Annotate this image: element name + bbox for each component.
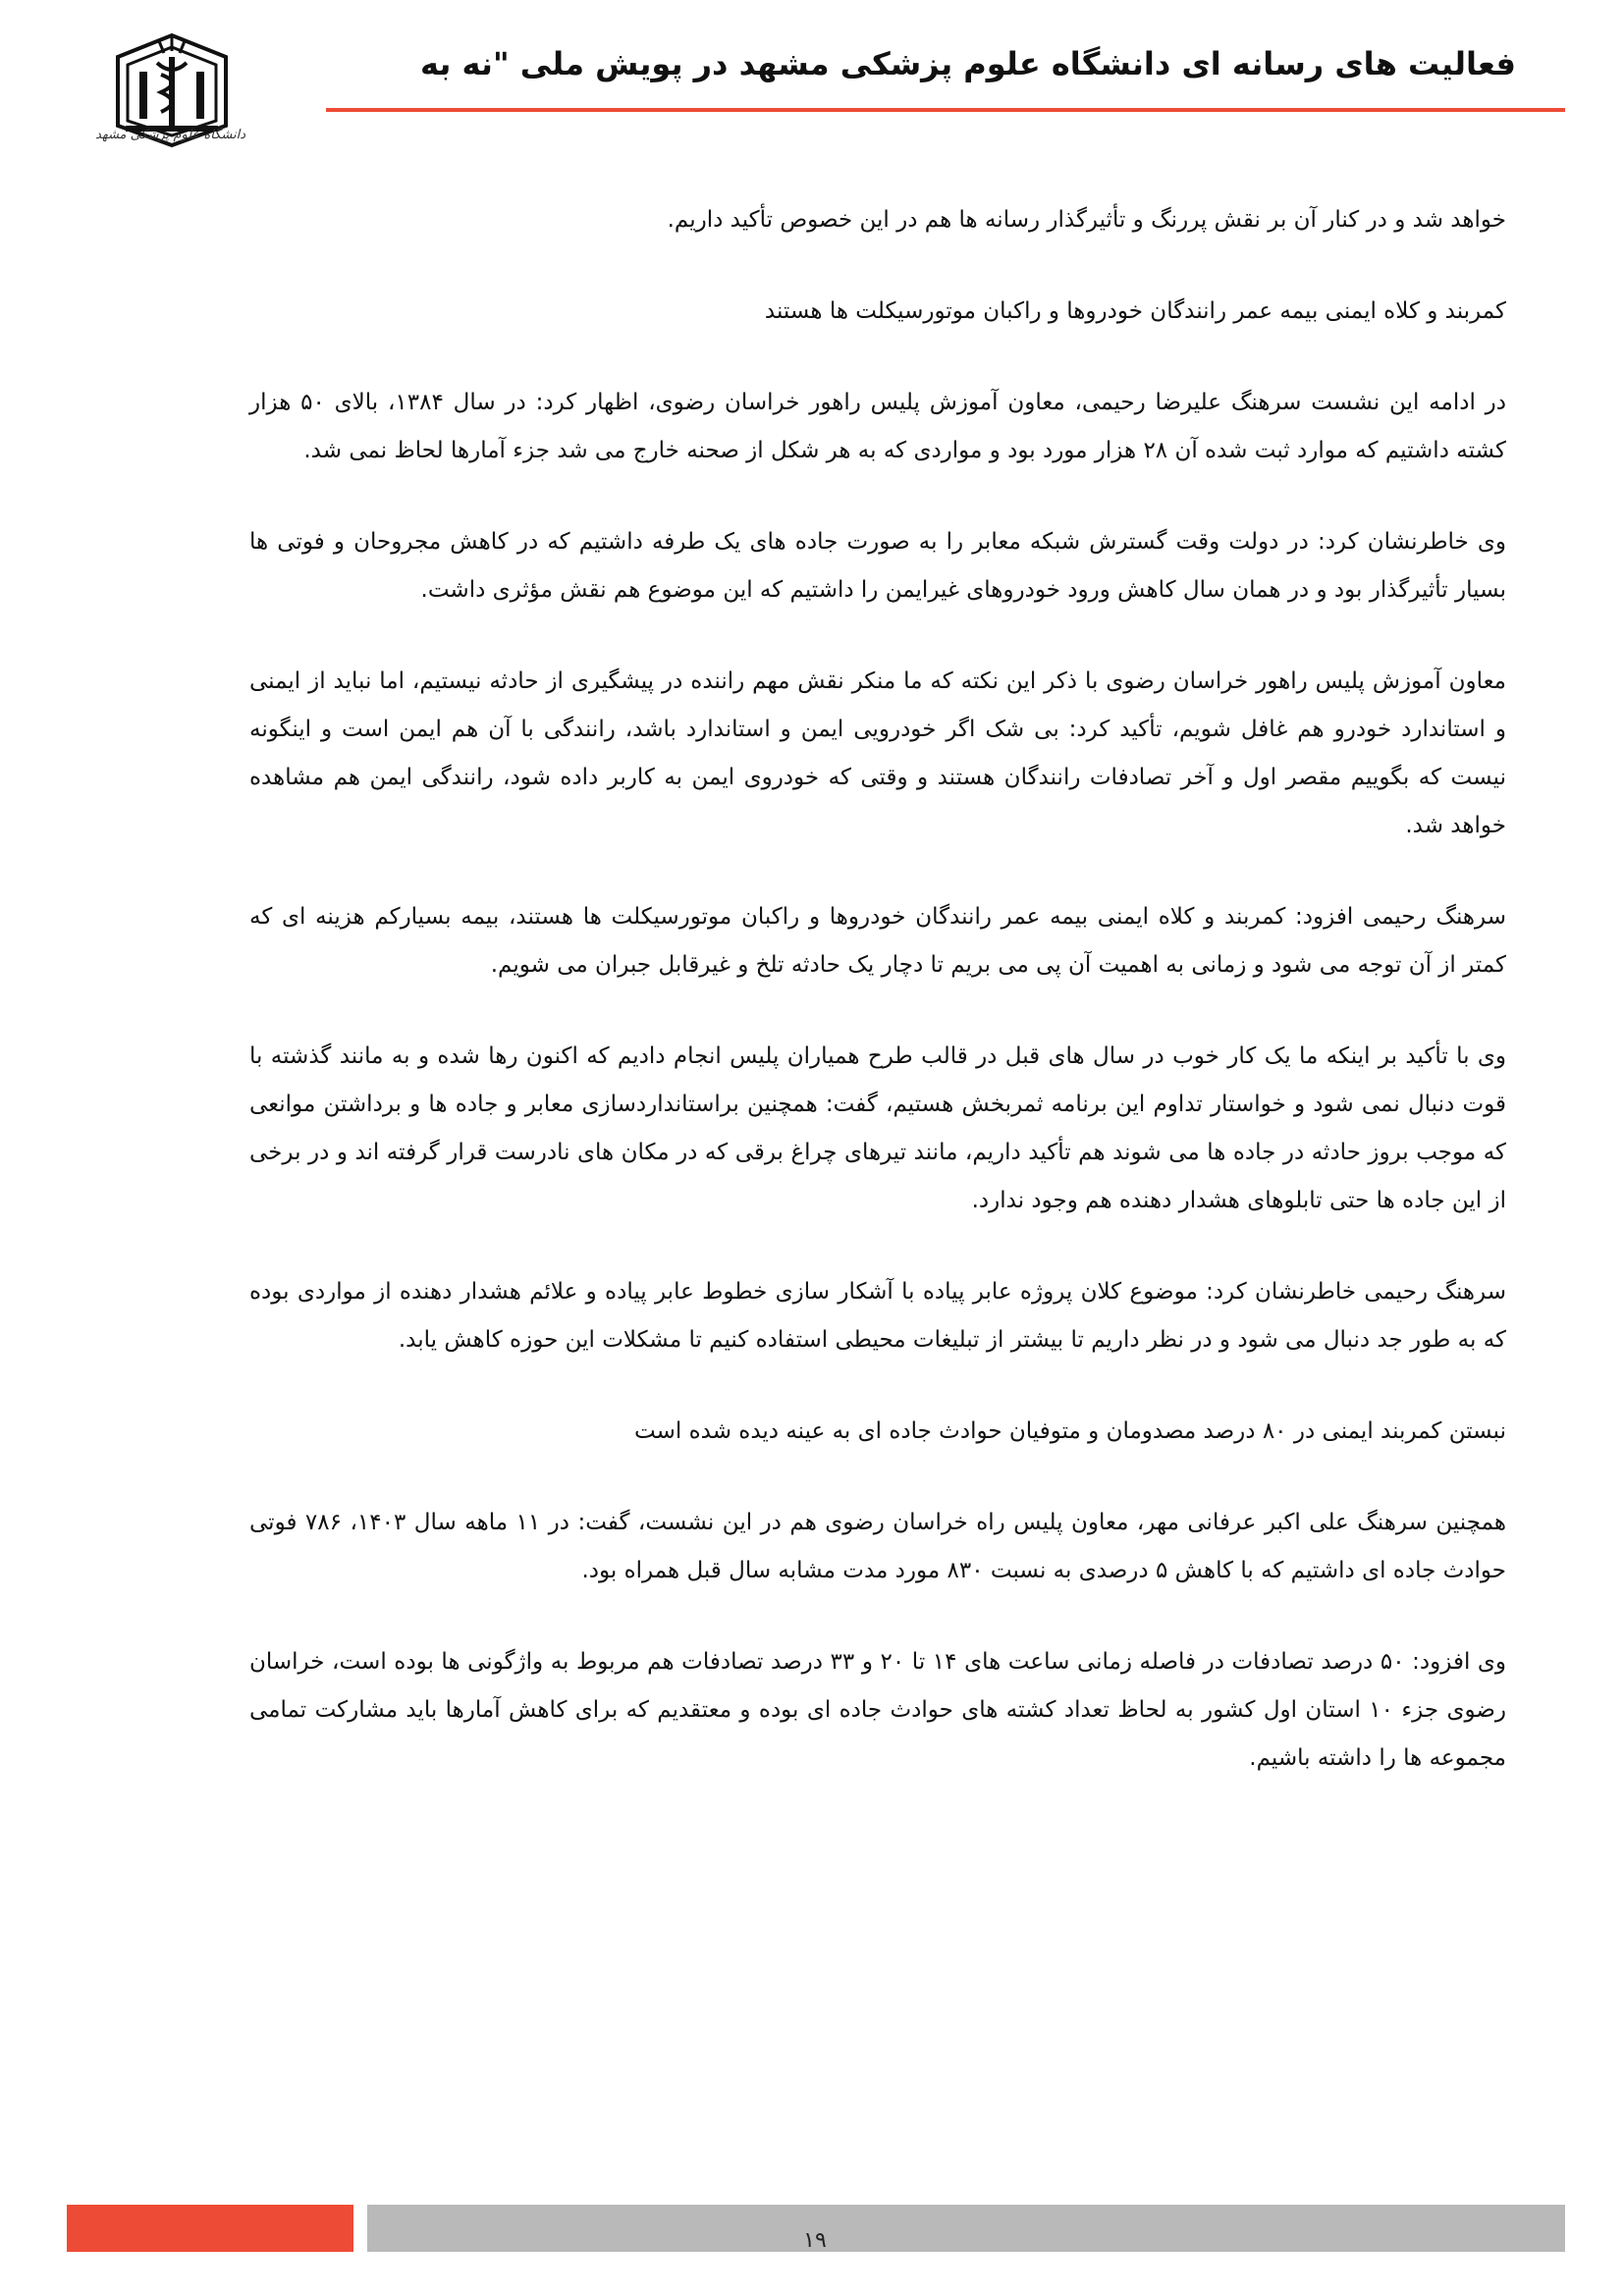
paragraph: خواهد شد و در کنار آن بر نقش پررنگ و تأثیرگذار رسانه ها هم در این خصوص تأکید داریم. bbox=[667, 207, 1506, 233]
university-logo bbox=[95, 27, 245, 173]
section-heading: کمربند و کلاه ایمنی بیمه عمر رانندگان خودروها و راکبان موتورسیکلت ها هستند bbox=[764, 298, 1506, 324]
header-divider bbox=[326, 108, 1565, 112]
paragraph: وی با تأکید بر اینکه ما یک کار خوب در سال های قبل در قالب طرح همیاران پلیس انجام دادیم که اکنون رها شده و به مانند گذشته با قوت دنبال نمی شود و خواستار تداوم این برنامه ثمربخش هستیم، گفت: همچنین براستانداردسازی معابر و جاده ها و برداشتن موانعی که موجب بروز حادثه در جاده ها می شوند هم تأکید داریم، مانند تیرهای چراغ برقی که در مکان های نادرست قرار گرفته اند و در برخی از این جاده ها حتی تابلوهای هشدار دهنده هم وجود ندارد. bbox=[249, 1043, 1506, 1213]
paragraph: سرهنگ رحیمی خاطرنشان کرد: موضوع کلان پروژه عابر پیاده با آشکار سازی خطوط عابر پیاده و علائم هشدار دهنده از مواردی بوده که به طور جد دنبال می شود و در نظر داریم تا بیشتر از تبلیغات محیطی استفاده کنیم تا مشکلات این حوزه کاهش یابد. bbox=[249, 1279, 1506, 1353]
paragraph: وی افزود: ۵۰ درصد تصادفات در فاصله زمانی ساعت های ۱۴ تا ۲۰ و ۳۳ درصد تصادفات هم مربوط به واژگونی ها بوده است، خراسان رضوی جزء ۱۰ استان اول کشور به لحاظ تعداد کشته های حوادث جاده ای بوده و معتقدیم که برای کاهش آمارها باید مشارکت تمامی مجموعه ها را داشته باشیم. bbox=[249, 1649, 1507, 1771]
footer-bar bbox=[367, 2205, 1565, 2252]
article-body bbox=[249, 196, 1506, 1826]
paragraph: وی خاطرنشان کرد: در دولت وقت گسترش شبکه معابر را به صورت جاده های یک طرفه داشتیم که در کاهش مجروحان و فوتی ها بسیار تأثیرگذار بود و در همان سال کاهش ورود خودروهای غیرایمن را داشتیم که این موضوع هم نقش مؤثری داشت. bbox=[249, 529, 1506, 603]
page-number: ۱۹ bbox=[803, 2228, 827, 2253]
page-header-title: فعالیت های رسانه ای دانشگاه علوم پزشکی مشهد در پویش ملی "نه به bbox=[419, 45, 1516, 82]
section-heading: نبستن کمربند ایمنی در ۸۰ درصد مصدومان و متوفیان حوادث جاده ای به عینه دیده شده است bbox=[634, 1418, 1506, 1444]
footer-accent-bar bbox=[67, 2205, 353, 2252]
paragraph: معاون آموزش پلیس راهور خراسان رضوی با ذکر این نکته که ما منکر نقش مهم راننده در پیشگیری از حادثه نیستیم، اما نباید از ایمنی و استاندارد خودرو هم غافل شویم، تأکید کرد: بی شک اگر خودرویی ایمن و استاندارد باشد، رانندگی با آن هم ایمن است و اینگونه نیست که بگوییم مقصر اول و آخر تصادفات رانندگان هستند و وقتی که خودروی ایمن به کاربر داده شود، رانندگی ایمن هم مشاهده خواهد شد. bbox=[249, 668, 1506, 838]
logo-caption: دانشگاه علوم پزشکی مشهد bbox=[95, 128, 245, 142]
paragraph: سرهنگ رحیمی افزود: کمربند و کلاه ایمنی بیمه عمر رانندگان خودروها و راکبان موتورسیکلت ها هستند، بیمه بسیارکم هزینه ای که کمتر از آن توجه می شود و زمانی به اهمیت آن پی می بریم تا دچار یک حادثه تلخ و غیرقابل جبران می شویم. bbox=[249, 904, 1506, 978]
paragraph: در ادامه این نشست سرهنگ علیرضا رحیمی، معاون آموزش پلیس راهور خراسان رضوی، اظهار کرد: در سال ۱۳۸۴، بالای ۵۰ هزار کشته داشتیم که موارد ثبت شده آن ۲۸ هزار مورد بود و مواردی که به هر شکل از صحنه خارج می شد جزء آمارها لحاظ نمی شد. bbox=[249, 390, 1506, 463]
paragraph: همچنین سرهنگ علی اکبر عرفانی مهر، معاون پلیس راه خراسان رضوی هم در این نشست، گفت: در ۱۱ ماهه سال ۱۴۰۳، ۷۸۶ فوتی حوادث جاده ای داشتیم که با کاهش ۵ درصدی به نسبت ۸۳۰ مورد مدت مشابه سال قبل همراه بود. bbox=[249, 1510, 1507, 1583]
